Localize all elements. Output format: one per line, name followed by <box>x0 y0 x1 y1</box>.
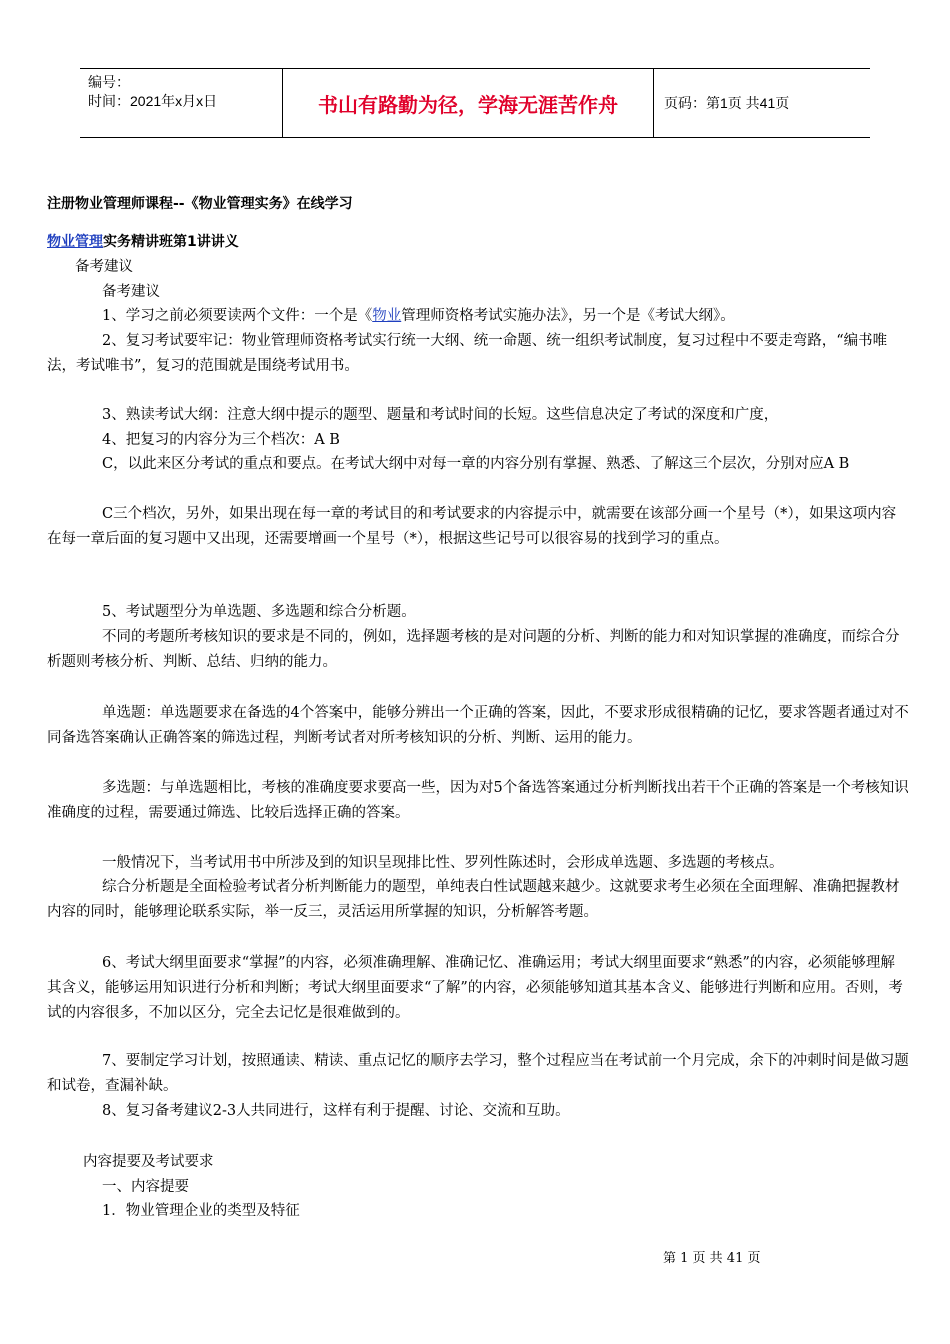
p1-text-after: 管理师资格考试实施办法》，另一个是《考试大纲》。 <box>401 308 735 324</box>
paragraph-8: 不同的考题所考核知识的要求是不同的，例如，选择题考核的是对问题的分析、判断的能力和对知识掌握的准确度，而综合分析题则考核分析、判断、总结、归纳的能力。 <box>47 629 900 670</box>
time-label: 时间：2021年x月x日 <box>88 93 218 109</box>
paragraph-4: 4、把复习的内容分为三个档次：A B <box>102 432 340 448</box>
paragraph-3: 3、熟读考试大纲：注意大纲中提示的题型、题量和考试时间的长短。这些信息决定了考试的深度和广度， <box>102 407 779 423</box>
document-title: 注册物业管理师课程--《物业管理实务》在线学习 <box>47 196 353 212</box>
paragraph-11: 一般情况下，当考试用书中所涉及到的知识呈现排比性、罗列性陈述时，会形成单选题、多选题的考核点。 <box>102 855 784 871</box>
paragraph-14: 7、要制定学习计划，按照通读、精读、重点记忆的顺序去学习，整个过程应当在考试前一个月完成，余下的冲刺时间是做习题和试卷，查漏补缺。 <box>47 1053 909 1094</box>
section-heading-2: 内容提要及考试要求 <box>83 1154 214 1170</box>
header-motto: 书山有路勤为径，学海无涯苦作舟 <box>282 69 654 137</box>
p1-text: 1、学习之前必须要读两个文件：一个是《 <box>102 308 373 324</box>
lecture-subtitle <box>47 230 909 255</box>
paragraph-15: 8、复习备考建议2-3人共同进行，这样有利于提醒、讨论、交流和互助。 <box>102 1103 570 1119</box>
header-page-info: 页码：第1页 共41页 <box>664 95 790 111</box>
paragraph-13: 6、考试大纲里面要求“掌握”的内容，必须准确理解、准确记忆、准确运用；考试大纲里面要求“熟悉”的内容，必须能够理解其含义，能够运用知识进行分析和判断；考试大纲里面要求“了解”的内容，必须能够知道其基本含义、能够进行判断和应用。否则，考试的内容很多，不加以区分，完全去记忆是很难做到的。 <box>47 955 903 1021</box>
section-subheading: 备考建议 <box>102 284 160 300</box>
section-heading: 备考建议 <box>75 259 133 275</box>
paragraph-12: 综合分析题是全面检验考试者分析判断能力的题型，单纯表白性试题越来越少。这就要求考生必须在全面理解、准确把握教材内容的同时，能够理论联系实际，举一反三，灵活运用所掌握的知识，分析解答考题。 <box>47 879 900 920</box>
paragraph-2: 2、复习考试要牢记：物业管理师资格考试实行统一大纲、统一命题、统一组织考试制度，复习过程中不要走弯路，“编书唯法，考试唯书”，复习的范围就是围绕考试用书。 <box>47 333 888 374</box>
paragraph-6: C三个档次，另外，如果出现在每一章的考试目的和考试要求的内容提示中，就需要在该部分画一个星号（*），如果这项内容在每一章后面的复习题中又出现，还需要增画一个星号（*），根据这些记号可以很容易的找到学习的重点。 <box>47 506 897 547</box>
section-item-1: 1．物业管理企业的类型及特征 <box>102 1203 300 1219</box>
paragraph-10: 多选题：与单选题相比，考核的准确度要求要高一些，因为对5个备选答案通过分析判断找出若干个正确的答案是一个考核知识准确度的过程，需要通过筛选、比较后选择正确的答案。 <box>47 780 909 821</box>
subtitle-text: 实务精讲班第1讲讲义 <box>103 234 239 250</box>
page-header <box>80 68 870 138</box>
paragraph-9: 单选题：单选题要求在备选的4个答案中，能够分辨出一个正确的答案，因此，不要求形成很精确的记忆，要求答题者通过对不同备选答案确认正确答案的筛选过程，判断考试者对所考核知识的分析、判断、运用的能力。 <box>47 705 909 746</box>
page-footer: 第 1 页 共 41 页 <box>663 1251 761 1266</box>
number-label: 编号： <box>88 74 130 90</box>
header-meta <box>80 69 282 137</box>
p1-link[interactable]: 物业 <box>372 308 402 324</box>
paragraph-5: C，以此来区分考试的重点和要点。在考试大纲中对每一章的内容分别有掌握、熟悉、了解这三个层次，分别对应A B <box>102 456 850 472</box>
section-subheading-2: 一、内容提要 <box>102 1179 189 1195</box>
paragraph-7: 5、考试题型分为单选题、多选题和综合分析题。 <box>102 604 416 620</box>
subtitle-link[interactable]: 物业管理 <box>47 234 103 250</box>
paragraph-1 <box>102 304 909 329</box>
